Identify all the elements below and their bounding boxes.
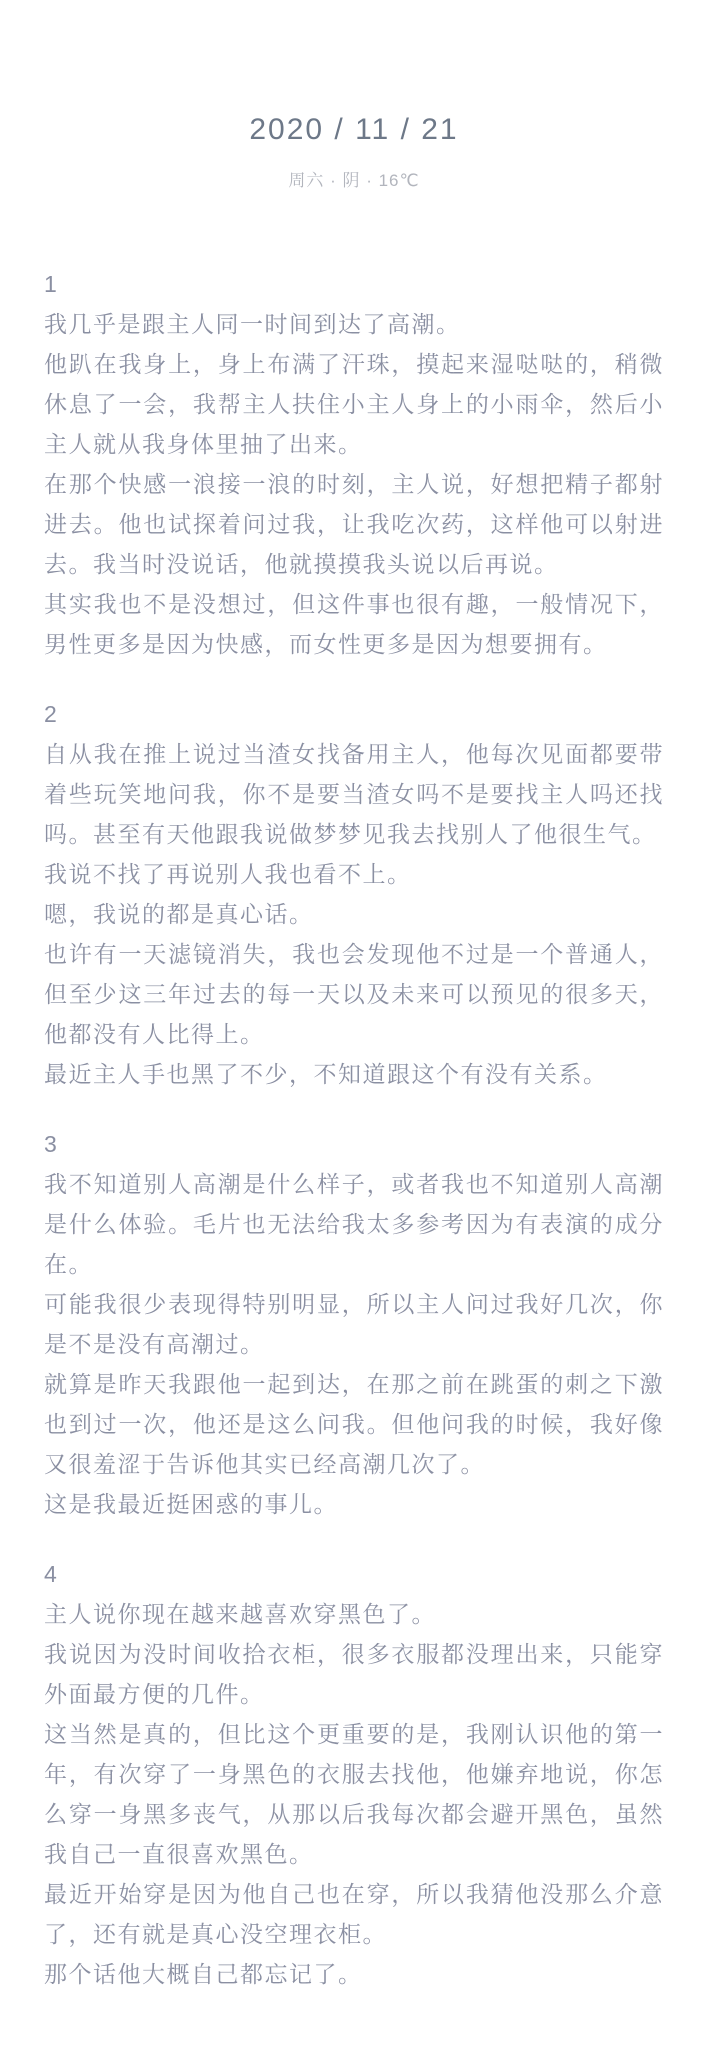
diary-paragraph: 这是我最近挺困惑的事儿。 bbox=[44, 1491, 338, 1517]
diary-paragraph: 那个话他大概自己都忘记了。 bbox=[44, 1961, 363, 1987]
section-number: 3 bbox=[44, 1131, 59, 1157]
diary-section-1 bbox=[44, 264, 664, 664]
diary-paragraph: 我不知道别人高潮是什么样子，或者我也不知道别人高潮是什么体验。毛片也无法给我太多参考因为有表演的成分在。 bbox=[44, 1171, 664, 1277]
section-number: 4 bbox=[44, 1561, 59, 1587]
diary-paragraph: 就算是昨天我跟他一起到达，在那之前在跳蛋的刺之下激也到过一次，他还是这么问我。但他问我的时候，我好像又很羞涩于告诉他其实已经高潮几次了。 bbox=[44, 1371, 664, 1477]
diary-paragraph: 我说因为没时间收拾衣柜，很多衣服都没理出来，只能穿外面最方便的几件。 bbox=[44, 1641, 664, 1707]
diary-paragraph: 嗯，我说的都是真心话。 bbox=[44, 901, 314, 927]
diary-paragraph: 我说不找了再说别人我也看不上。 bbox=[44, 861, 412, 887]
diary-paragraph: 可能我很少表现得特别明显，所以主人问过我好几次，你是不是没有高潮过。 bbox=[44, 1291, 664, 1357]
diary-paragraph: 自从我在推上说过当渣女找备用主人，他每次见面都要带着些玩笑地问我，你不是要当渣女吗不是要找主人吗还找吗。甚至有天他跟我说做梦梦见我去找别人了他很生气。 bbox=[44, 741, 664, 847]
date-title: 2020 / 11 / 21 bbox=[249, 113, 459, 146]
diary-section-4 bbox=[44, 1554, 664, 1994]
diary-section-2 bbox=[44, 694, 664, 1094]
diary-paragraph: 他趴在我身上，身上布满了汗珠，摸起来湿哒哒的，稍微休息了一会，我帮主人扶住小主人身上的小雨伞，然后小主人就从我身体里抽了出来。 bbox=[44, 351, 664, 457]
section-number: 2 bbox=[44, 701, 59, 727]
diary-paragraph: 我几乎是跟主人同一时间到达了高潮。 bbox=[44, 311, 461, 337]
section-number: 1 bbox=[44, 271, 59, 297]
diary-paragraph: 最近开始穿是因为他自己也在穿，所以我猜他没那么介意了，还有就是真心没空理衣柜。 bbox=[44, 1881, 664, 1947]
diary-header bbox=[44, 112, 664, 192]
diary-section-3 bbox=[44, 1124, 664, 1524]
diary-paragraph: 主人说你现在越来越喜欢穿黑色了。 bbox=[44, 1601, 436, 1627]
date-meta: 周六 · 阴 · 16℃ bbox=[288, 171, 420, 190]
diary-content bbox=[44, 264, 664, 1994]
diary-paragraph: 最近主人手也黑了不少，不知道跟这个有没有关系。 bbox=[44, 1061, 608, 1087]
diary-paragraph: 其实我也不是没想过，但这件事也很有趣，一般情况下，男性更多是因为快感，而女性更多是因为想要拥有。 bbox=[44, 591, 664, 657]
diary-paragraph: 在那个快感一浪接一浪的时刻，主人说，好想把精子都射进去。他也试探着问过我，让我吃次药，这样他可以射进去。我当时没说话，他就摸摸我头说以后再说。 bbox=[44, 471, 664, 577]
diary-paragraph: 也许有一天滤镜消失，我也会发现他不过是一个普通人，但至少这三年过去的每一天以及未来可以预见的很多天，他都没有人比得上。 bbox=[44, 941, 664, 1047]
diary-paragraph: 这当然是真的，但比这个更重要的是，我刚认识他的第一年，有次穿了一身黑色的衣服去找他，他嫌弃地说，你怎么穿一身黑多丧气，从那以后我每次都会避开黑色，虽然我自己一直很喜欢黑色。 bbox=[44, 1721, 664, 1867]
